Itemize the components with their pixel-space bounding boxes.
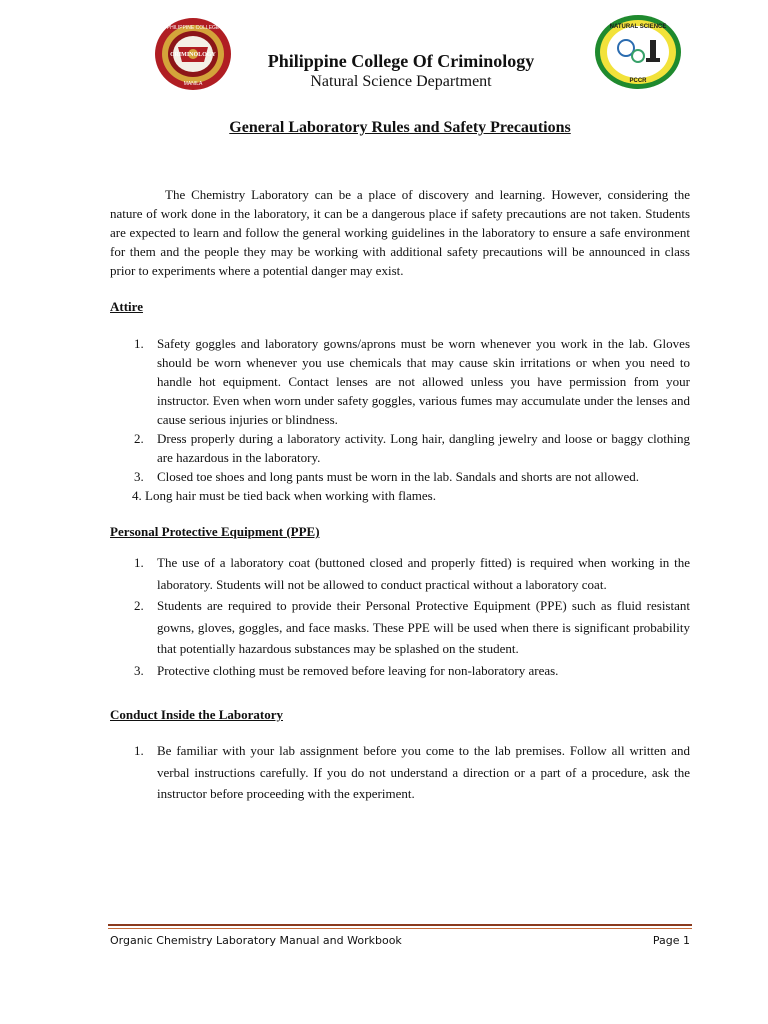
document-title: General Laboratory Rules and Safety Precautions [229, 119, 571, 136]
ppe-list [110, 552, 690, 681]
footer-book-title: Organic Chemistry Laboratory Manual and Workbook [110, 934, 402, 947]
seal-top-text: PHILIPPINE COLLEGE [166, 25, 220, 31]
section-title-conduct: Conduct Inside the Laboratory [110, 707, 283, 722]
attire-extra-item: 4. Long hair must be tied back when working with flames. [132, 488, 436, 503]
college-seal-logo [153, 16, 233, 92]
item-text: The use of a laboratory coat (buttoned closed and properly fitted) is required when working in the laboratory. Students will not be allowed to conduct practical without a laboratory coat. [157, 555, 690, 592]
item-text: Dress properly during a laboratory activity. Long hair, dangling jewelry and loose or baggy clothing are hazardous in the laboratory. [157, 431, 690, 465]
item-text: Protective clothing must be removed before leaving for non-laboratory areas. [157, 662, 559, 678]
college-name: Philippine College Of Criminology [267, 51, 535, 71]
item-number: 2. [134, 431, 144, 446]
item-number: 3. [134, 469, 144, 484]
list-item [110, 552, 690, 595]
list-item [110, 595, 690, 660]
item-number: 2. [134, 598, 144, 613]
page-number: Page 1 [652, 934, 690, 947]
intro-paragraph: The Chemistry Laboratory can be a place of discovery and learning. However, considering the nature of work done in the laboratory, it can be a dangerous place if safety precautions are not taken. Students are expected to learn and follow the general working guidelines in the laboratory to ensure a safe environment for them and the people they may be working with additional safety precautions will be announced in class prior to experiments where a potential danger may exist. [110, 187, 690, 278]
item-text: Safety goggles and laboratory gowns/aprons must be worn whenever you work in the lab. Gloves should be worn whenever you use chemicals that may cause skin irritations or when you need to handle hot equipment. Contact lenses are not allowed unless you have permission from your instructor. Even when worn under safety goggles, various fumes may accumulate under the lenses and cause serious injuries or blindness. [157, 336, 690, 427]
list-item [110, 660, 690, 682]
list-item [110, 740, 690, 805]
logo-top-text: NATURAL SCIENCE [609, 24, 667, 30]
item-number: 1. [134, 336, 144, 351]
seal-bottom-text: MANILA [183, 81, 203, 87]
item-number: 3. [134, 662, 144, 678]
item-text: Be familiar with your lab assignment before you come to the lab premises. Follow all written and verbal instructions carefully. If you do not understand a direction or a part of a procedure, ask the instructor before proceeding with the experiment. [157, 743, 690, 801]
item-number: 1. [134, 743, 144, 758]
item-number: 1. [134, 555, 144, 570]
header [226, 50, 576, 92]
natural-science-logo [594, 14, 682, 90]
item-text: Students are required to provide their Personal Protective Equipment (PPE) such as fluid resistant gowns, gloves, goggles, and face masks. These PPE will be used when there is significant probability that potentially hazardous substances may be splashed on the student. [157, 598, 690, 656]
list-item [110, 429, 690, 467]
item-text: Closed toe shoes and long pants must be worn in the lab. Sandals and shorts are not allowed. [157, 469, 640, 484]
list-item [110, 334, 690, 429]
seal-middle-text: CRIMINOLOGY [170, 52, 216, 58]
section-title-attire: Attire [110, 299, 143, 314]
department-name: Natural Science Department [310, 73, 492, 90]
document-body [110, 185, 690, 805]
section-title-ppe: Personal Protective Equipment (PPE) [110, 524, 320, 539]
conduct-list [110, 740, 690, 805]
attire-list [110, 334, 690, 486]
logo-bottom-text: PCCR [629, 78, 647, 84]
list-item [110, 467, 690, 486]
footer-divider [108, 924, 692, 929]
